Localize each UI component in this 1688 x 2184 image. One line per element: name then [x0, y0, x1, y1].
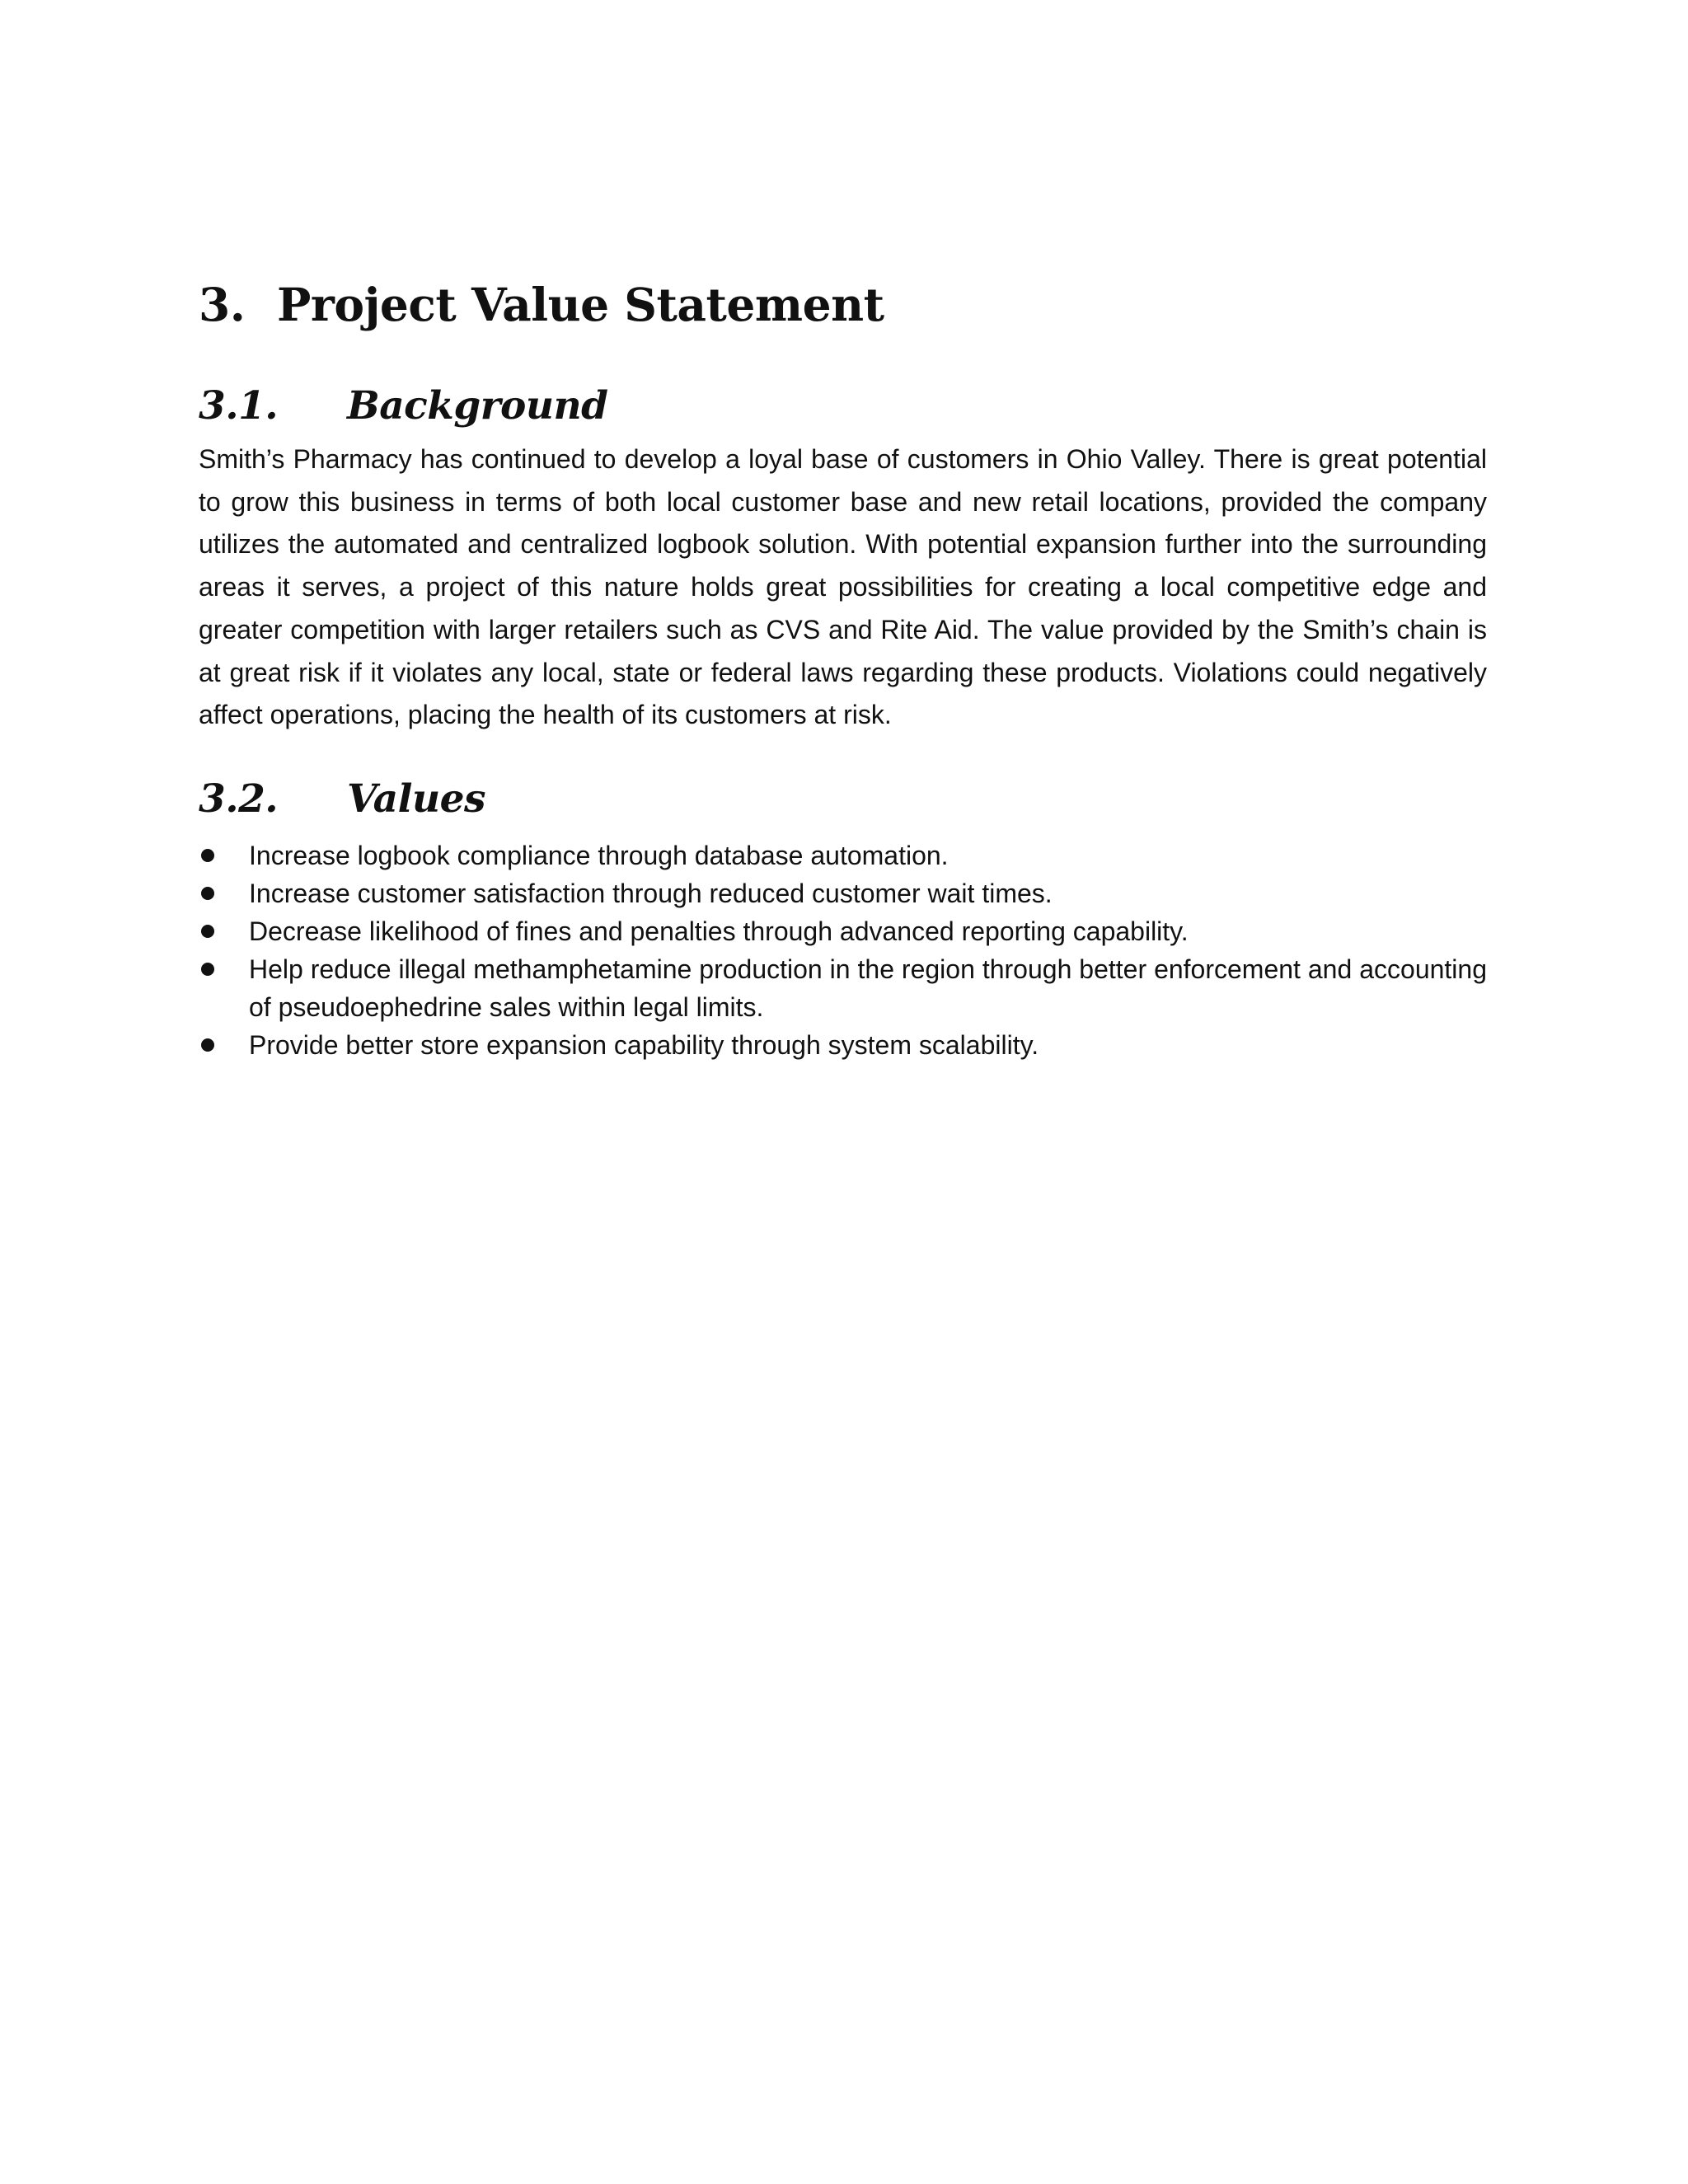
bullet-icon — [201, 963, 214, 976]
values-title: Values — [347, 776, 485, 822]
background-heading — [199, 381, 1487, 432]
list-item-text: Increase logbook compliance through database automation. — [249, 840, 949, 870]
section-number: 3. — [199, 278, 246, 331]
values-heading — [199, 774, 1487, 825]
background-paragraph: Smith’s Pharmacy has continued to develop a loyal base of customers in Ohio Valley. There is great potential to grow this business in terms of both local customer base and new retail locations, provided the company utilizes the automated and centralized logbook solution. With potential expansion further into the surrounding areas it serves, a project of this nature holds great possibilities for creating a local competitive edge and greater competition with larger retailers such as CVS and Rite Aid. The value provided by the Smith’s chain is at great risk if it violates any local, state or federal laws regarding these products. Violations could negatively affect operations, placing the health of its customers at risk. — [199, 444, 1487, 730]
background-title: Background — [347, 383, 608, 429]
values-number: 3.2. — [199, 776, 279, 822]
list-item-text: Provide better store expansion capability through system scalability. — [249, 1029, 1039, 1060]
list-item-text: Help reduce illegal methamphetamine production in the region through better enforcement and accounting of pseudoephedrine sales within legal limits. — [249, 954, 1487, 1022]
list-item — [199, 912, 1487, 950]
section-heading — [199, 276, 1487, 334]
bullet-icon — [201, 1038, 214, 1052]
list-item — [199, 874, 1487, 912]
bullet-icon — [201, 925, 214, 938]
list-item — [199, 1026, 1487, 1064]
background-number: 3.1. — [199, 383, 279, 429]
list-item-text: Increase customer satisfaction through reduced customer wait times. — [249, 878, 1053, 908]
page-content — [199, 276, 1487, 1064]
bullet-icon — [201, 887, 214, 900]
bullet-icon — [201, 849, 214, 862]
section-title: Project Value Statement — [277, 278, 884, 331]
list-item — [199, 950, 1487, 1026]
list-item-text: Decrease likelihood of fines and penalties through advanced reporting capability. — [249, 916, 1189, 946]
values-list — [199, 837, 1487, 1064]
list-item — [199, 837, 1487, 874]
